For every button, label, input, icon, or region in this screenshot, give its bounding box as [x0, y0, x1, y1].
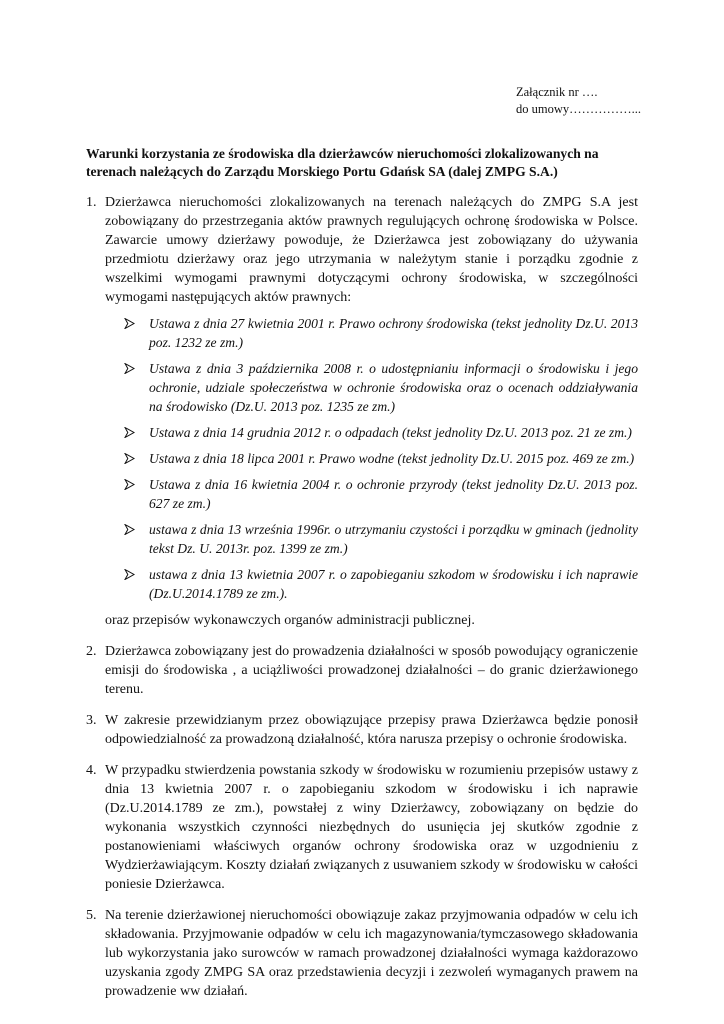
- item-number: 4.: [86, 763, 97, 778]
- item-text: Dzierżawca nieruchomości zlokalizowanych na terenach należących do ZMPG S.A jest zobowiązany do przestrzegania aktów prawnych regulujących ochronę środowiska w Polsce. Zawarcie umowy dzierżawy powoduje, że Dzierżawca jest zobowiązany do używania przedmiotu dzierżawy oraz jego utrzymania w należytym stanie i porządku zgodnie z wszelkimi wymogami prawnymi dotyczącymi ochrony środowiska, w szczególności wymogami następujących aktów prawnych:: [105, 195, 638, 305]
- law-entry: [105, 314, 638, 352]
- document-title: Warunki korzystania ze środowiska dla dzierżawców nieruchomości zlokalizowanych na terenach należących do Zarządu Morskiego Portu Gdańsk SA (dalej ZMPG S.A.): [86, 146, 599, 179]
- law-text: ustawa z dnia 13 września 1996r. o utrzymaniu czystości i porządku w gminach (jednolity tekst Dz. U. 2013r. poz. 1399 ze zm.): [149, 522, 638, 556]
- law-entry: [105, 423, 638, 442]
- arrow-bullet-icon: [124, 479, 135, 490]
- item-number: 3.: [86, 713, 97, 728]
- item-text: W zakresie przewidzianym przez obowiązujące przepisy prawa Dzierżawca będzie ponosił odpowiedzialność za prowadzoną działalność, która narusza przepisy o ochronie środowiska.: [105, 713, 638, 747]
- law-text: Ustawa z dnia 3 października 2008 r. o udostępnianiu informacji o środowisku i jego ochronie, udziale społeczeństwa w ochronie środowiska oraz o ocenach oddziaływania na środowisko (Dz.U. 2013 poz. 1235 ze zm.): [149, 361, 638, 414]
- law-entry: [105, 565, 638, 603]
- annex-contract: do umowy……………...: [516, 102, 641, 116]
- arrow-bullet-icon: [124, 427, 135, 438]
- law-entry: [105, 359, 638, 416]
- arrow-bullet-icon: [124, 569, 135, 580]
- law-text: ustawa z dnia 13 kwietnia 2007 r. o zapobieganiu szkodom w środowisku i ich naprawie (Dz.U.2014.1789 ze zm.).: [149, 567, 638, 601]
- numbered-list: [86, 193, 638, 1013]
- item-text: W przypadku stwierdzenia powstania szkody w środowisku w rozumieniu przepisów ustawy z dnia 13 kwietnia 2007 r. o zapobieganiu szkodom w środowisku i ich naprawie (Dz.U.2014.1789 ze zm.), powstałej z winy Dzierżawcy, zobowiązany on będzie do wykonania wszystkich czynności niezbędnych do usunięcia jej skutków zgodnie z postanowieniami właściwych organów ochrony środowiska oraz w uzgodnieniu z Wydzierżawiającym. Koszty działań związanych z usuwaniem szkody w środowisku w całości poniesie Dzierżawca.: [105, 763, 638, 892]
- item-number: 5.: [86, 908, 97, 923]
- list-item-2: [86, 642, 638, 699]
- item-text: Dzierżawca zobowiązany jest do prowadzenia działalności w sposób powodujący ograniczenie emisji do środowiska , a uciążliwości prowadzonej działalności – do granic dzierżawionego terenu.: [105, 644, 638, 697]
- arrow-bullet-icon: [124, 363, 135, 374]
- annex-note: [516, 84, 641, 118]
- law-text: Ustawa z dnia 27 kwietnia 2001 r. Prawo ochrony środowiska (tekst jednolity Dz.U. 2013 poz. 1232 ze zm.): [149, 316, 638, 350]
- law-text: Ustawa z dnia 16 kwietnia 2004 r. o ochronie przyrody (tekst jednolity Dz.U. 2013 poz. 627 ze zm.): [149, 477, 638, 511]
- law-entry: [105, 475, 638, 513]
- annex-number: Załącznik nr ….: [516, 85, 598, 99]
- list-item-3: [86, 711, 638, 749]
- list-item-5: [86, 906, 638, 1001]
- item-number: 1.: [86, 195, 97, 210]
- arrow-bullet-icon: [124, 318, 135, 329]
- arrow-bullet-icon: [124, 524, 135, 535]
- item-number: 2.: [86, 644, 97, 659]
- law-entry: [105, 520, 638, 558]
- law-text: Ustawa z dnia 14 grudnia 2012 r. o odpadach (tekst jednolity Dz.U. 2013 poz. 21 ze zm.): [149, 425, 632, 440]
- item-closing-text: oraz przepisów wykonawczych organów administracji publicznej.: [105, 613, 475, 628]
- item-text: Na terenie dzierżawionej nieruchomości obowiązuje zakaz przyjmowania odpadów w celu ich składowania. Przyjmowanie odpadów w celu ich magazynowania/tymczasowego składowania lub wykorzystania jako surowców w ramach prowadzonej działalności wymaga każdorazowo uzyskania zgody ZMPG SA oraz przedstawienia decyzji i zezwoleń wymaganych prawem na prowadzenie ww działań.: [105, 908, 638, 999]
- arrow-bullet-icon: [124, 453, 135, 464]
- list-item-4: [86, 761, 638, 894]
- law-entry: [105, 449, 638, 468]
- law-text: Ustawa z dnia 18 lipca 2001 r. Prawo wodne (tekst jednolity Dz.U. 2015 poz. 469 ze zm.): [149, 451, 635, 466]
- list-item-1: [86, 193, 638, 630]
